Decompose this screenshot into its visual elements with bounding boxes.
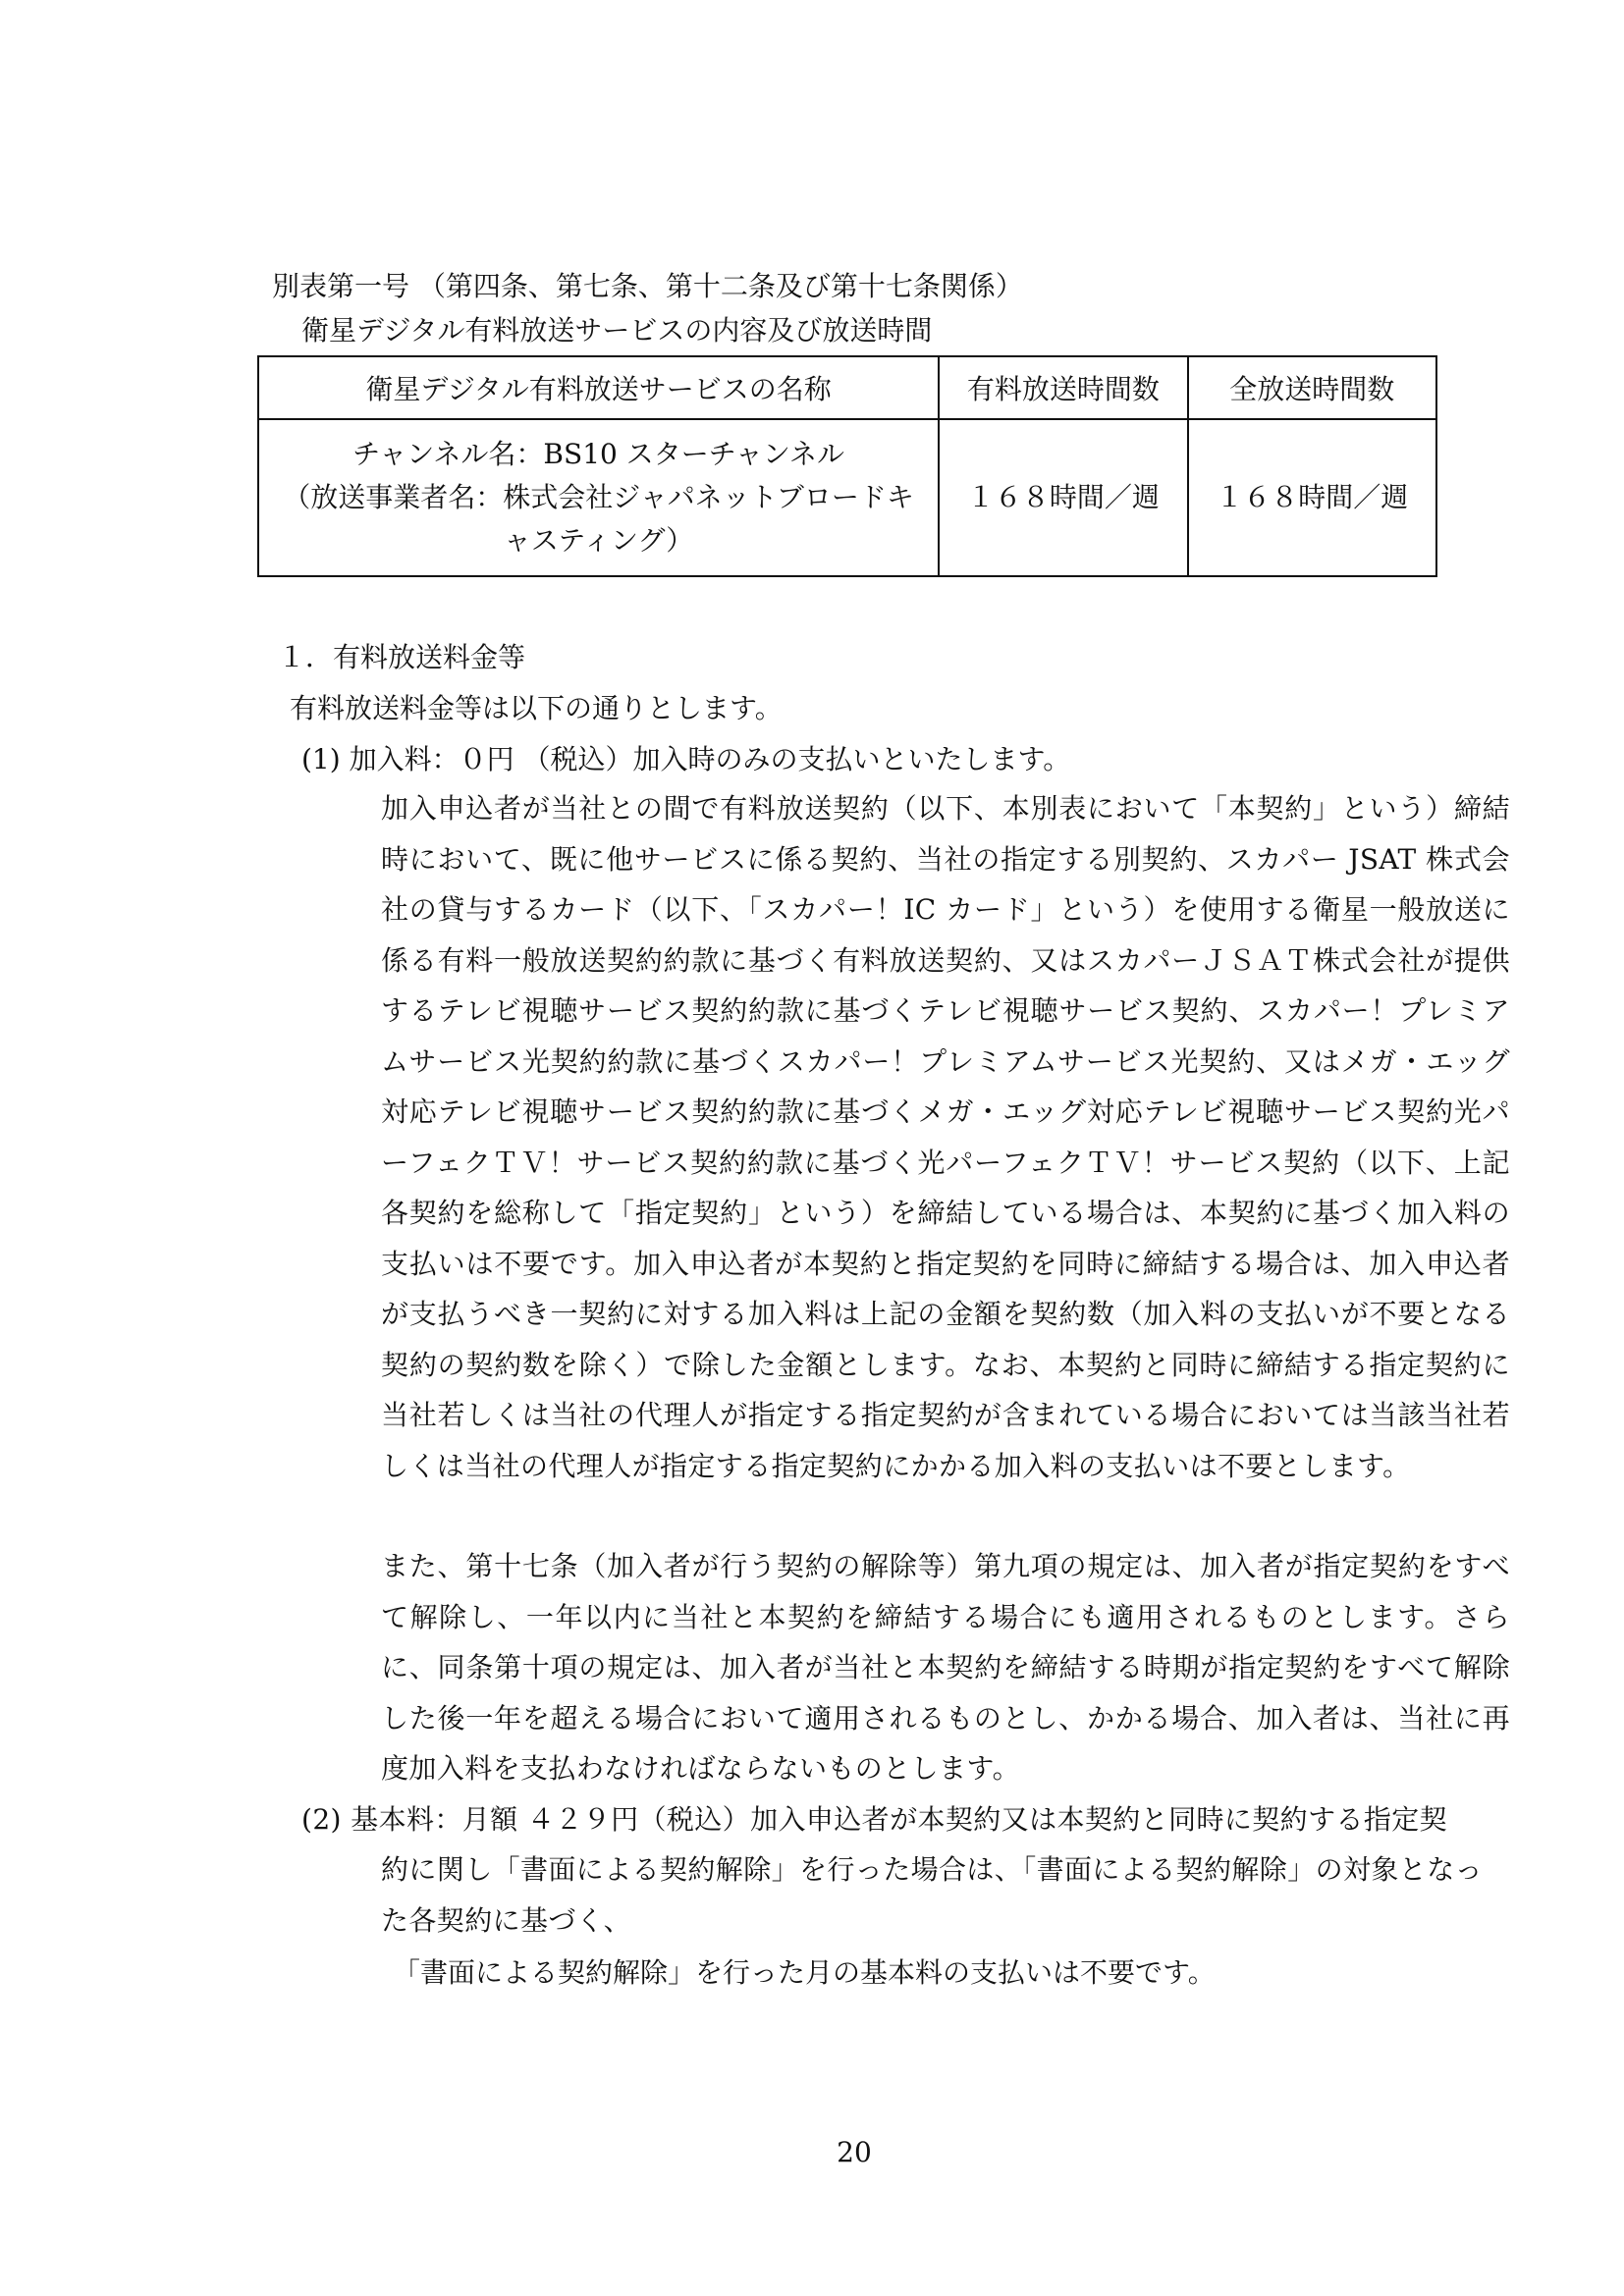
item2-first-line [301,1794,1514,1845]
appendix-heading: 別表第一号 （第四条、第七条、第十二条及び第十七条関係） [272,270,1023,302]
service-name-cell [258,419,939,576]
broadcaster-name-line1: （放送事業者名：株式会社ジャパネットブロードキ [283,481,914,513]
item1-heading: (1) 加入料：０円 （税込）加入時のみの支払いといたします。 [301,743,1071,775]
channel-name: チャンネル名：BS10 スターチャンネル [352,438,845,470]
item2-label: (2) 基本料：月額 ４２９円（税込） [301,1803,751,1836]
section-intro: 有料放送料金等は以下の通りとします。 [290,692,783,724]
table-header-total-hours: 全放送時間数 [1188,356,1436,419]
paid-hours-cell: １６８時間／週 [939,419,1187,576]
item1-paragraph2: また、第十七条（加入者が行う契約の解除等）第九項の規定は、加入者が指定契約をすべて解除し、一年以内に当社と本契約を締結する場合にも適用されるものとします。さらに、同条第十項の規定は、加入者が当社と本契約を締結する時期が指定契約をすべて解除した後一年を超える場合において適用されるものとし、かかる場合、加入者は、当社に再度加入料を支払わなければならないものとします。 [381,1550,1510,1785]
appendix-subheading: 衛星デジタル有料放送サービスの内容及び放送時間 [301,314,933,347]
table-header-paid-hours: 有料放送時間数 [939,356,1187,419]
table-row [258,419,1436,576]
section-title: １．有料放送料金等 [278,641,526,673]
service-table [257,355,1437,577]
table-header-name: 衛星デジタル有料放送サービスの名称 [258,356,939,419]
page-number: 20 [837,2136,872,2168]
total-hours-cell: １６８時間／週 [1188,419,1436,576]
item1-paragraph1: 加入申込者が当社との間で有料放送契約（以下、本別表において「本契約」という）締結時において、既に他サービスに係る契約、当社の指定する別契約、スカパー JSAT 株式会社の貸与するカード（以下、「スカパー！IC カード」という）を使用する衛星一般放送に係る有料一般放送契約約款に基づく有料放送契約、又はスカパーＪＳＡＴ株式会社が提供するテレビ視聴サービス契約約款に基づくテレビ視聴サービス契約、スカパー！プレミアムサービス光契約約款に基づくスカパー！プレミアムサービス光契約、又はメガ・エッグ対応テレビ視聴サービス契約約款に基づくメガ・エッグ対応テレビ視聴サービス契約光パーフェクＴＶ！サービス契約約款に基づく光パーフェクＴＶ！サービス契約（以下、上記各契約を総称して「指定契約」という）を締結している場合は、本契約に基づく加入料の支払いは不要です。加入申込者が本契約と指定契約を同時に締結する場合は、加入申込者が支払うべき一契約に対する加入料は上記の金額を契約数（加入料の支払いが不要となる契約の契約数を除く）で除した金額とします。なお、本契約と同時に締結する指定契約に当社若しくは当社の代理人が指定する指定契約が含まれている場合においては当該当社若しくは当社の代理人が指定する指定契約にかかる加入料の支払いは不要とします。 [381,792,1510,1482]
table-header-row [258,356,1436,419]
item2-text-continued: 約に関し「書面による契約解除」を行った場合は、「書面による契約解除」の対象となった各契約に基づく、 [381,1853,1484,1937]
broadcaster-name-line2: ャスティング） [503,524,694,557]
item2-text-line1: 加入申込者が本契約又は本契約と同時に契約する指定契 [750,1803,1448,1836]
item2-last-line: 「書面による契約解除」を行った月の基本料の支払いは不要です。 [393,1956,1216,1989]
